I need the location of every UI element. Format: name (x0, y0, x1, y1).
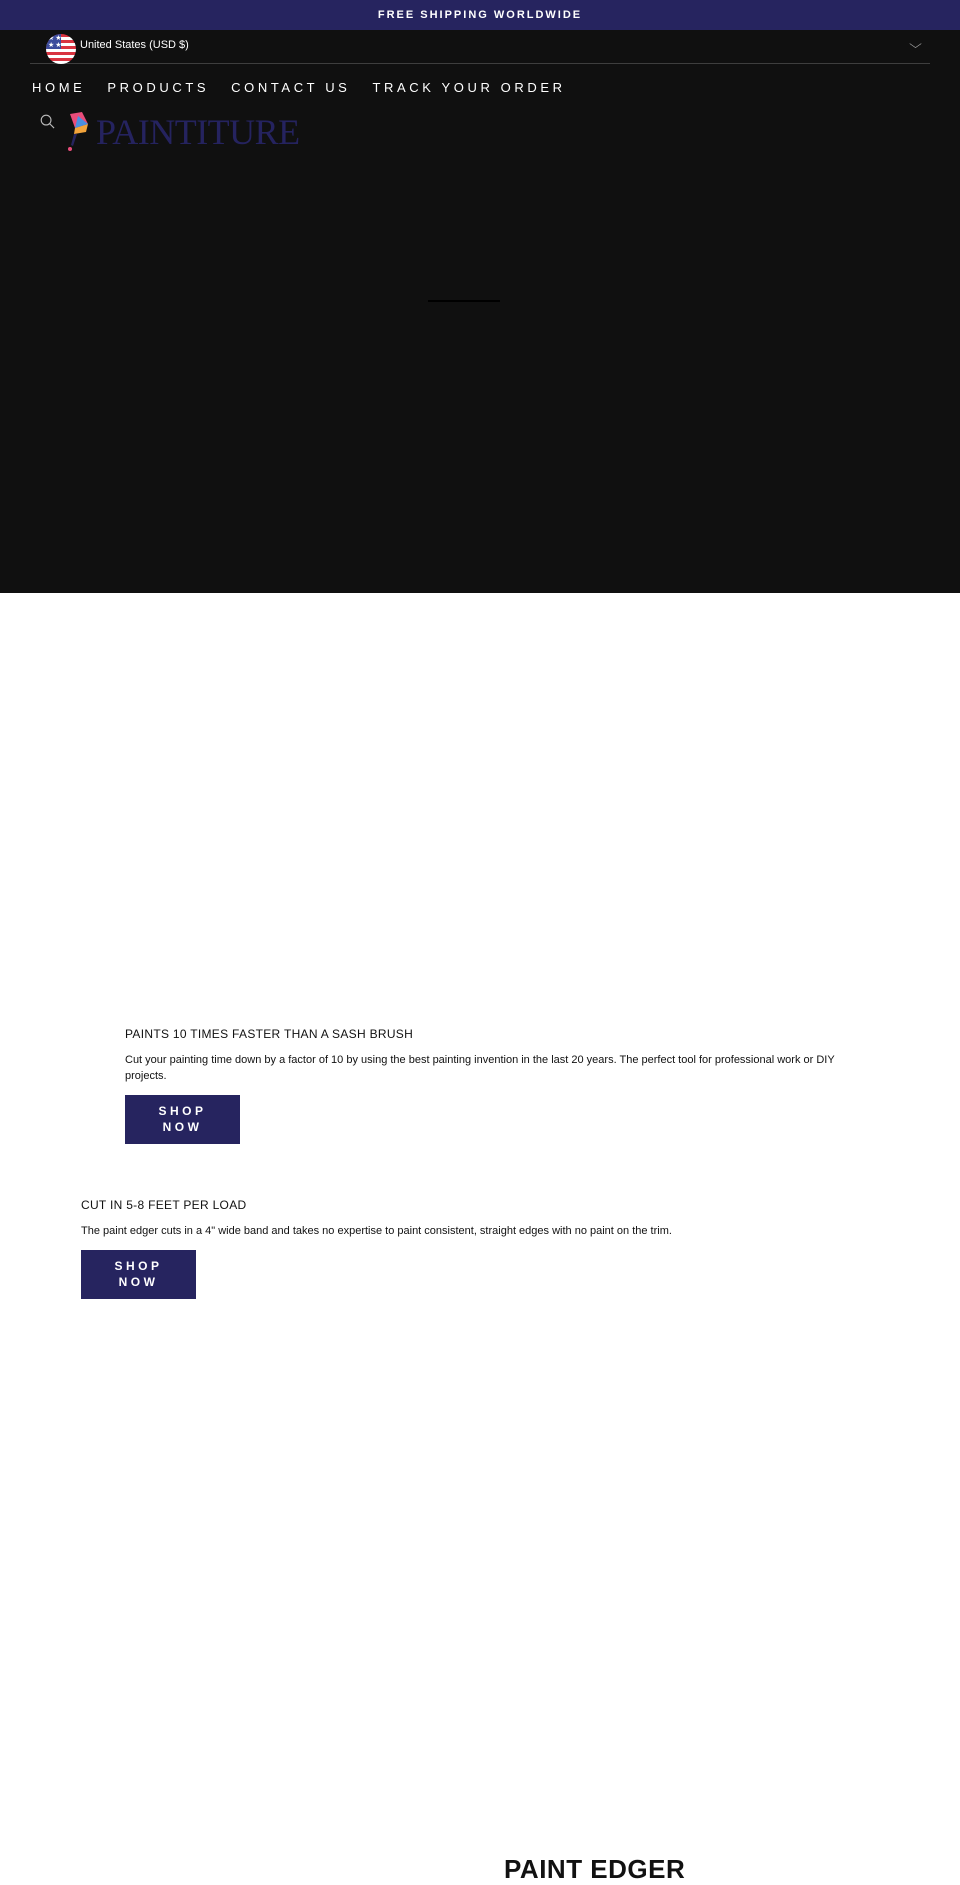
promo-body: The paint edger cuts in a 4" wide band and takes no expertise to paint consistent, straight edges with no paint on the trim. (81, 1225, 672, 1237)
chevron-down-icon: ⌵ (909, 37, 922, 51)
currency-label: United States (USD $) (80, 39, 189, 51)
us-flag-icon: ★★ ★★ (46, 34, 76, 64)
promo-block-2 (81, 1198, 811, 1299)
promo-block-1 (125, 1027, 855, 1144)
shop-now-button[interactable]: SHOP NOW (125, 1095, 240, 1144)
nav-item-track-order[interactable]: TRACK YOUR ORDER (372, 80, 566, 95)
announcement-bar (0, 0, 960, 30)
nav-item-contact-us[interactable]: CONTACT US (231, 80, 351, 95)
logo-text: PAINTITURE (96, 112, 300, 152)
nav-item-products[interactable]: PRODUCTS (107, 80, 210, 95)
nav-item-home[interactable]: HOME (32, 80, 86, 95)
main-nav (32, 80, 566, 95)
hero-section (0, 30, 960, 593)
brand-logo[interactable] (64, 110, 300, 154)
announcement-text: FREE SHIPPING WORLDWIDE (377, 9, 583, 21)
shop-now-button[interactable]: SHOP NOW (81, 1250, 196, 1299)
currency-selector[interactable] (30, 34, 930, 64)
promo-heading: PAINTS 10 TIMES FASTER THAN A SASH BRUSH (125, 1027, 414, 1041)
promo-heading: CUT IN 5-8 FEET PER LOAD (81, 1198, 247, 1212)
paint-roller-logo-icon (64, 112, 92, 152)
search-icon[interactable] (40, 114, 55, 129)
product-title: PAINT EDGER (504, 1854, 686, 1884)
loading-bar (428, 300, 500, 302)
promo-body: Cut your painting time down by a factor of 10 by using the best painting invention in the last 20 years. The perfect tool for professional work or DIY projects. (125, 1054, 835, 1082)
